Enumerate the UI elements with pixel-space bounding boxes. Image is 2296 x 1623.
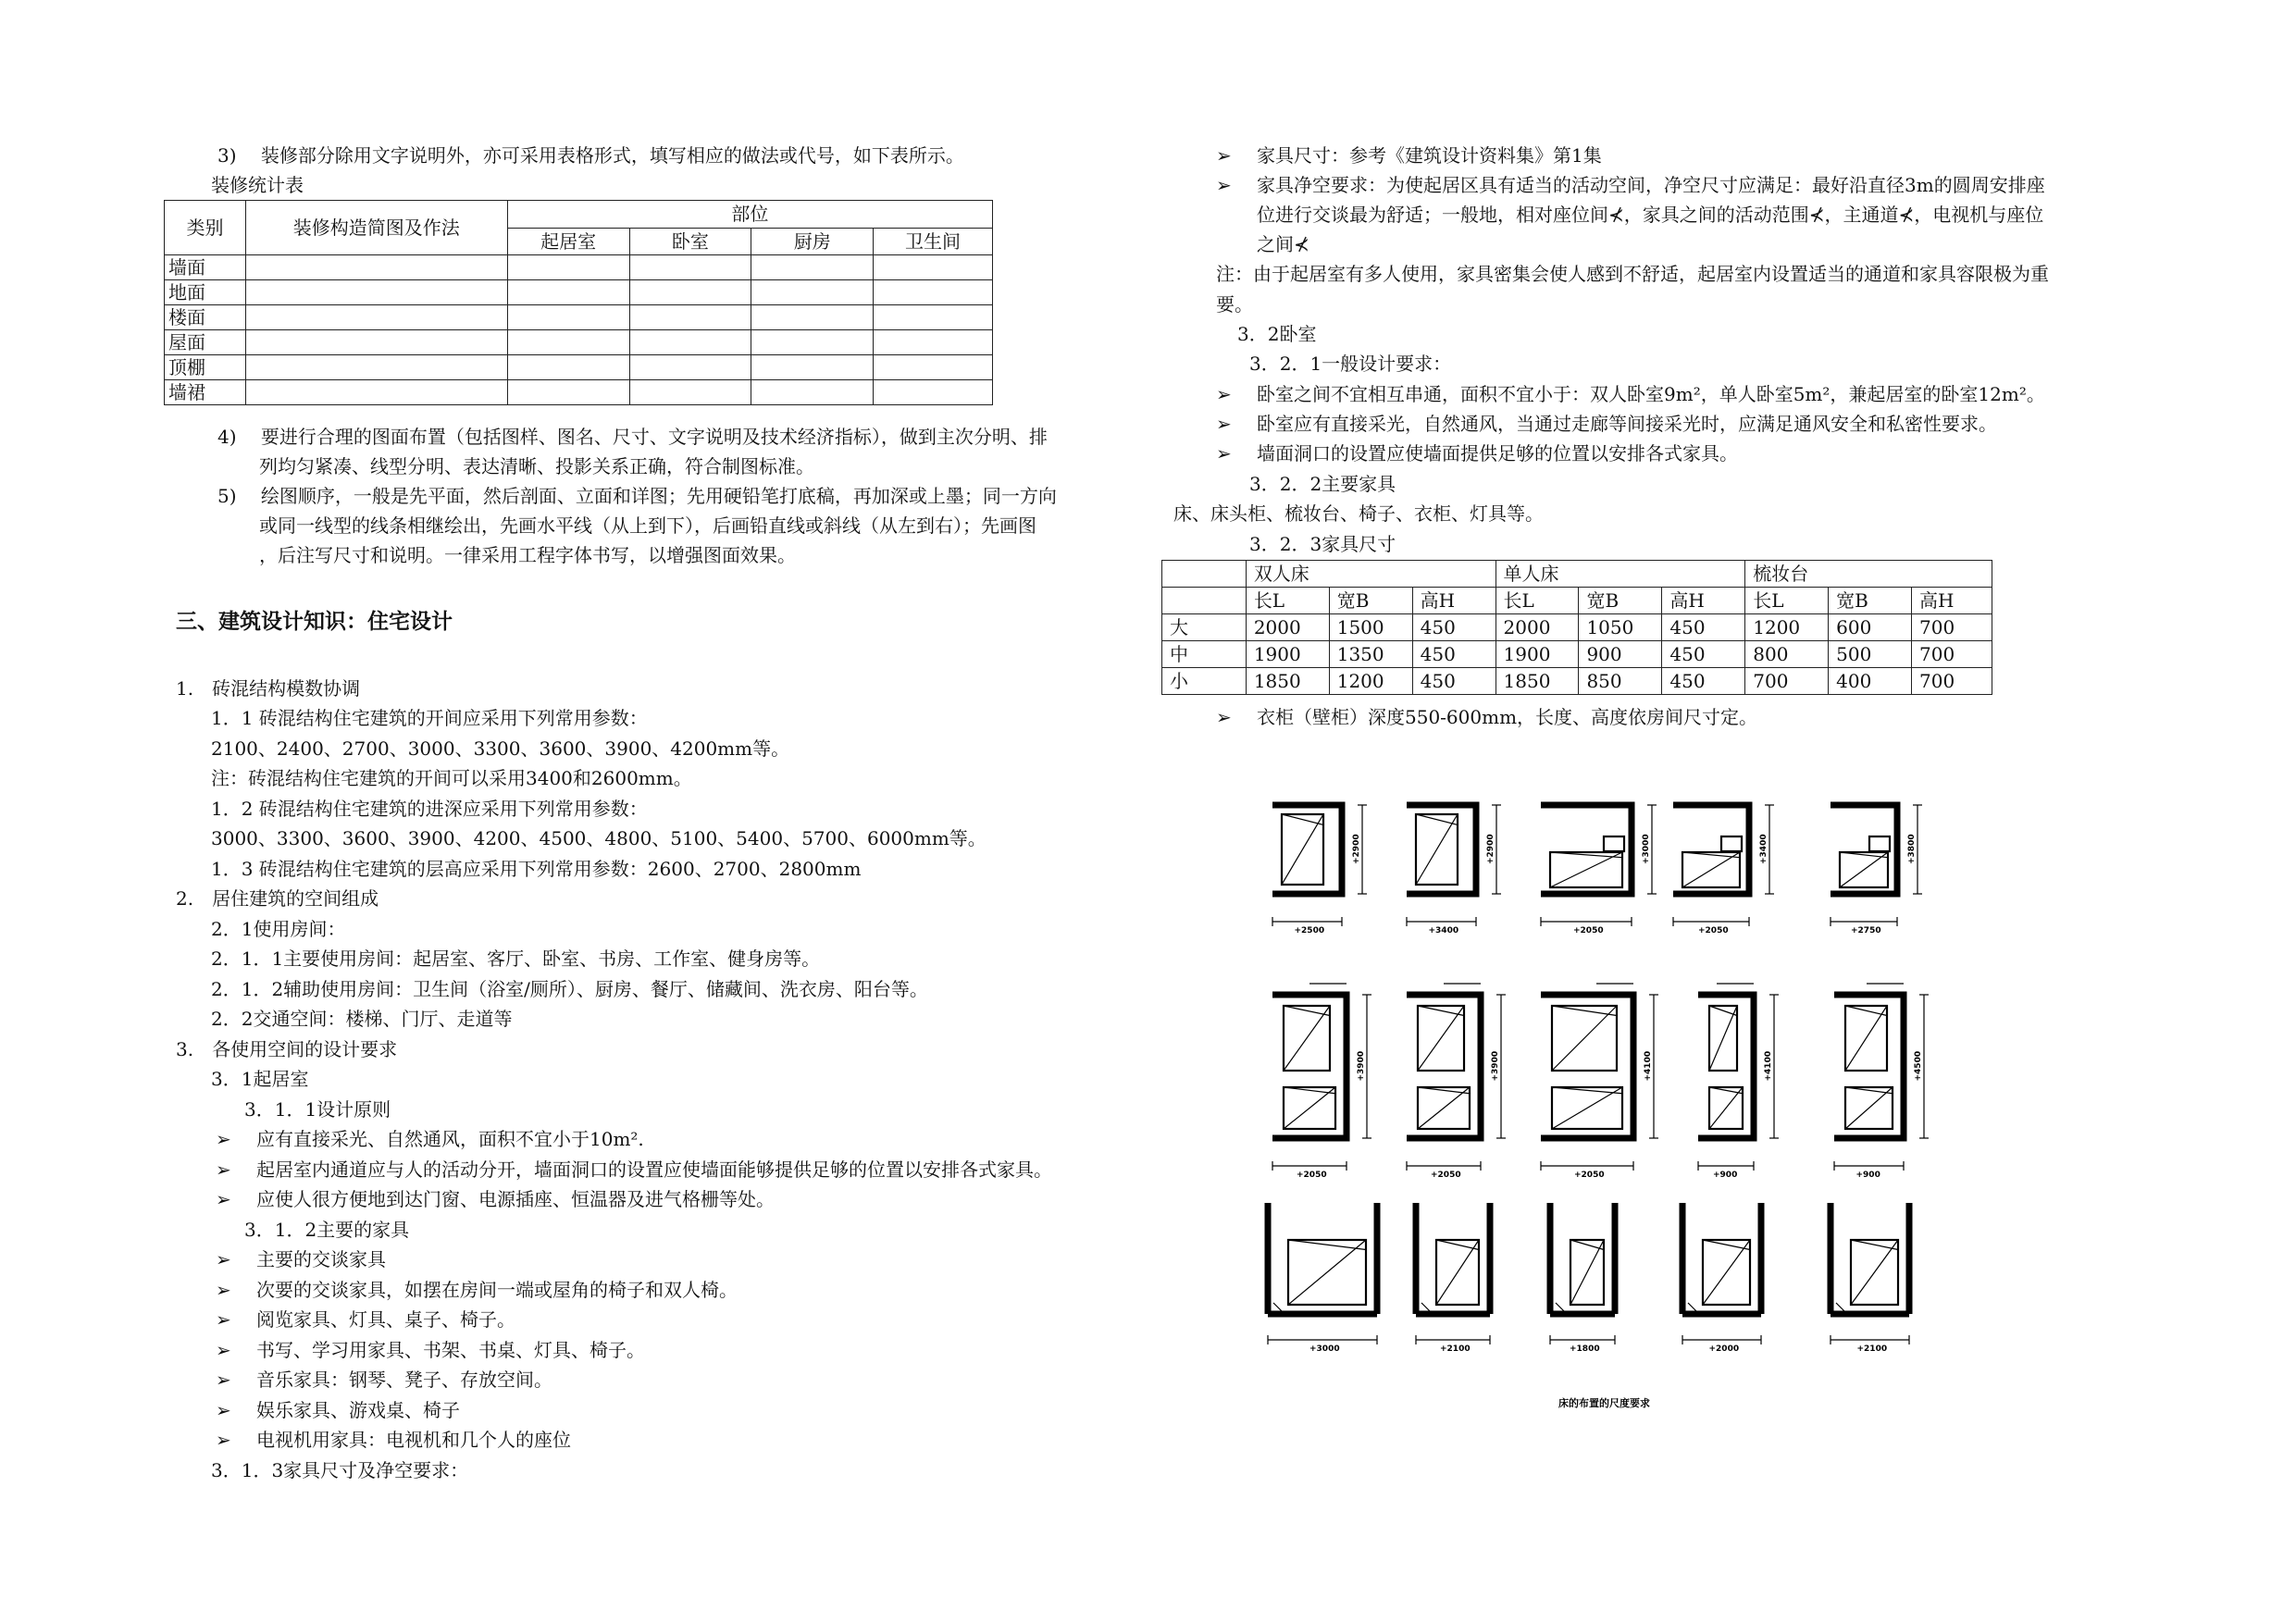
bullet-icon: ➢ [216,1369,231,1391]
row-label: 大 [1162,614,1247,641]
list-item: ➢ 电视机用家具：电视机和几个人的座位 [216,1429,571,1451]
table-cell: 450 [1412,641,1496,668]
table-row [1162,668,1992,695]
bed-diagonal [1418,1087,1470,1129]
table-cell: 700 [1912,614,1992,641]
row-label: 楼面 [165,305,246,330]
dimension-label: +3800 [1907,834,1917,864]
bullet-icon: ➢ [216,1339,231,1361]
list-item: 2．2交通空间：楼梯、门厅、走道等 [211,1008,513,1030]
table-cell: 1500 [1329,614,1412,641]
bullet-bedroom-area: ➢ 卧室之间不宜相互串通，面积不宜小于：双人卧室9m²，单人卧室5m²，兼起居室的卧室12m²。 [1216,383,2045,405]
bed-layout-figure [1240,759,1999,1425]
note-line2: 要。 [1216,293,1253,316]
row-label: 小 [1162,668,1247,695]
heading-furniture-size: 3．2．3家具尺寸 [1249,533,1396,555]
bed-diagonal [1418,1006,1464,1016]
list-item: 3．1．2主要的家具 [244,1219,410,1241]
row-label: 墙裙 [165,380,246,405]
dimension-label: +2000 [1708,1344,1740,1354]
table-title: 装修统计表 [211,174,304,196]
table-row [165,380,993,405]
list-item: ➢ 娱乐家具、游戏桌、椅子 [216,1399,460,1421]
table-cell: 1050 [1579,614,1662,641]
sub-header: 长L [1745,588,1829,614]
sub-header: 高H [1912,588,1992,614]
figure-caption: 床的布置的尺度要求 [1558,1397,1650,1409]
note-line1: 注：由于起居室有多人使用，家具密集会使人感到不舒适，起居室内设置适当的通道和家具容限极为重 [1216,263,2049,285]
table-row [165,305,993,330]
col-header-part: 部位 [507,201,992,229]
table-cell: 1900 [1496,641,1579,668]
col-header-room: 起居室 [507,228,629,255]
list-item: ➢ 音乐家具：钢琴、凳子、存放空间。 [216,1369,552,1391]
table-cell: 2000 [1496,614,1579,641]
bed-diagonal [1851,1240,1898,1305]
dimension-label: +3000 [1642,834,1651,864]
bullet-bedroom-wall: ➢ 墙面洞口的设置应使墙面提供足够的位置以安排各式家具。 [1216,442,1738,465]
table-row [1162,614,1992,641]
item-3: 3) 装修部分除用文字说明外，亦可采用表格形式，填写相应的做法或代号，如下表所示。 [217,144,964,167]
list-item: 1．3 砖混结构住宅建筑的层高应采用下列常用参数：2600、2700、2800mm [211,858,862,880]
table-row [1162,641,1992,668]
table-cell: 700 [1745,668,1829,695]
table-cell: 450 [1412,614,1496,641]
list-item: ➢ 起居室内通道应与人的活动分开，墙面洞口的设置应使墙面能够提供足够的位置以安排各式家具。 [216,1158,1052,1181]
bullet-clearance-line2: 位进行交谈最为舒适；一般地，相对座位间⊀，家具之间的活动范围⊀，主通道⊀，电视机与座位 [1257,204,2044,226]
heading-bedroom: 3．2卧室 [1237,323,1317,345]
bed-diagonal [1284,1087,1335,1129]
list-item: 3000、3300、3600、3900、4200、4500、4800、5100、5400、5700、6000mm等。 [211,827,987,849]
bed-diagonal [1845,1006,1887,1071]
col-header-room: 厨房 [751,228,874,255]
heading-main-furniture: 3．2．2主要家具 [1249,473,1396,495]
col-header-method: 装修构造简图及作法 [245,201,507,255]
bed-diagonal [1840,852,1888,887]
heading-general-req: 3．2．1一般设计要求： [1249,353,1452,375]
room-wall [1541,995,1633,1138]
bed-diagonal [1436,1240,1479,1305]
nightstand-icon [1869,836,1890,851]
dimension-label: +2050 [1573,926,1604,935]
dimension-label: +2900 [1486,834,1496,864]
list-item: 1. 砖混结构模数协调 [176,677,361,700]
bed-diagonal [1416,814,1458,885]
bed-diagonal [1851,1240,1898,1250]
bed-diagonal [1282,814,1323,885]
list-item: 注：砖混结构住宅建筑的开间可以采用3400和2600mm。 [211,767,692,789]
bullet-icon: ➢ [1216,706,1232,728]
list-item: ➢ 应使人很方便地到达门窗、电源插座、恒温器及进气格栅等处。 [216,1188,775,1210]
table-cell: 450 [1412,668,1496,695]
dimension-label: +3900 [1491,1050,1500,1082]
table-row [165,355,993,380]
sub-header: 宽B [1329,588,1412,614]
item-5-line2: 或同一线型的线条相继绘出，先画水平线（从上到下），后画铅直线或斜线（从左到右）；先画图 [259,514,1036,537]
row-label: 墙面 [165,255,246,280]
table-cell: 450 [1662,614,1745,641]
group-header: 梳妆台 [1745,561,1992,588]
bullet-icon: ➢ [1216,413,1232,435]
bed-diagonal [1552,1087,1622,1129]
dimension-label: +2050 [1431,1171,1461,1180]
bullet-icon: ➢ [216,1188,231,1210]
dimension-label: +2050 [1574,1171,1605,1180]
room-wall [1407,805,1476,894]
bed-diagonal [1845,1006,1887,1016]
table-cell: 2000 [1246,614,1329,641]
bed-diagonal [1709,1006,1737,1016]
bed-diagonal [1552,1006,1617,1016]
bullet-icon: ➢ [1216,174,1232,196]
col-header-room: 卧室 [629,228,751,255]
list-item: 3．1．3家具尺寸及净空要求： [211,1459,469,1481]
dimension-label: +2050 [1297,1171,1327,1180]
table-cell: 1200 [1329,668,1412,695]
nightstand-icon [1604,836,1624,851]
bullet-wardrobe: ➢ 衣柜（壁柜）深度550-600mm，长度、高度依房间尺寸定。 [1216,706,1758,728]
room-wall [1698,995,1754,1138]
dimension-label: +900 [1713,1171,1738,1180]
list-item: 3．1起居室 [211,1068,309,1090]
nightstand-icon [1721,836,1742,851]
list-item: ➢ 次要的交谈家具，如摆在房间一端或屋角的椅子和双人椅。 [216,1279,738,1301]
group-header: 单人床 [1496,561,1745,588]
list-item: ➢ 应有直接采光、自然通风，面积不宜小于10m². [216,1128,644,1150]
list-item: 2．1．1主要使用房间：起居室、客厅、卧室、书房、工作室、健身房等。 [211,948,821,970]
furniture-size-table [1161,560,1992,695]
bed-diagonal [1703,1240,1750,1250]
bed-diagonal [1682,852,1740,887]
table-row [165,330,993,355]
bullet-clearance: ➢ 家具净空要求：为使起居区具有适当的活动空间，净空尺寸应满足：最好沿直径3m的圆周安排座 [1216,174,2045,196]
sub-header: 长L [1496,588,1579,614]
bullet-icon: ➢ [1216,442,1232,465]
dimension-label: +3900 [1357,1050,1366,1082]
table-cell: 1350 [1329,641,1412,668]
bullet-furniture-size: ➢ 家具尺寸：参考《建筑设计资料集》第1集 [1216,144,1602,167]
table-cell: 450 [1662,641,1745,668]
section-heading: 三、建筑设计知识：住宅设计 [176,610,453,634]
item-4-line1: 4) 要进行合理的图面布置（包括图样、图名、尺寸、文字说明及技术经济指标），做到主次分明、排 [217,426,1048,448]
list-item: 3. 各使用空间的设计要求 [176,1038,398,1060]
table-cell: 700 [1912,641,1992,668]
dimension-label: +2750 [1851,926,1881,935]
list-item: 3．1．1设计原则 [244,1098,391,1121]
table-cell: 1900 [1246,641,1329,668]
bed-diagonal [1288,1240,1366,1250]
table-cell: 400 [1829,668,1912,695]
table-cell: 500 [1829,641,1912,668]
dimension-label: +2500 [1294,926,1325,935]
room-wall [1272,805,1342,894]
row-label: 顶棚 [165,355,246,380]
bullet-icon: ➢ [216,1429,231,1451]
bed-diagonal [1282,814,1323,824]
table-cell: 1850 [1246,668,1329,695]
row-label: 地面 [165,280,246,305]
bed-diagonal [1709,1006,1737,1071]
list-item: ➢ 书写、学习用家具、书架、书桌、灯具、椅子。 [216,1339,645,1361]
sub-header: 高H [1412,588,1496,614]
bed-diagonal [1284,1006,1330,1071]
item-5-line1: 5) 绘图顺序，一般是先平面，然后剖面、立面和详图；先用硬铅笔打底稿，再加深或上墨；同一方向 [217,485,1057,507]
dimension-label: +1800 [1570,1344,1600,1354]
bed-diagonal [1284,1006,1330,1016]
list-item: 1．1 砖混结构住宅建筑的开间应采用下列常用参数： [211,707,648,729]
bullet-bedroom-light: ➢ 卧室应有直接采光，自然通风，当通过走廊等间接采光时，应满足通风安全和私密性要求。 [1216,413,1997,435]
sub-header: 宽B [1579,588,1662,614]
dimension-label: +4500 [1914,1050,1923,1082]
bed-diagonal [1845,1087,1893,1129]
bed-diagonal [1552,1006,1617,1071]
dimension-label: +4100 [1644,1050,1653,1082]
table-cell: 800 [1745,641,1829,668]
list-item: 2．1使用房间： [211,918,346,940]
dimension-label: +2900 [1352,834,1361,864]
dimension-label: +2100 [1856,1344,1888,1354]
dimension-label: +2100 [1440,1344,1471,1354]
bed-diagonal [1703,1240,1750,1305]
bullet-icon: ➢ [216,1308,231,1331]
bullet-icon: ➢ [1216,144,1232,167]
bed-diagonal [1570,1240,1604,1250]
bed-diagonal [1709,1087,1743,1129]
list-item: 1．2 砖混结构住宅建筑的进深应采用下列常用参数： [211,798,648,820]
bullet-icon: ➢ [216,1399,231,1421]
bullet-icon: ➢ [216,1279,231,1301]
dimension-label: +900 [1855,1171,1880,1180]
col-header-type: 类别 [165,201,246,255]
sub-header: 长L [1246,588,1329,614]
dimension-label: +3400 [1428,926,1459,935]
list-item: ➢ 主要的交谈家具 [216,1248,386,1270]
list-item: 2．1．2辅助使用房间：卫生间（浴室/厕所）、厨房、餐厅、储藏间、洗衣房、阳台等。 [211,978,928,1000]
sub-header: 宽B [1829,588,1912,614]
bullet-icon: ➢ [216,1158,231,1181]
col-header-room: 卫生间 [874,228,993,255]
bullet-icon: ➢ [1216,383,1232,405]
bullet-icon: ➢ [216,1128,231,1150]
sub-header: 高H [1662,588,1745,614]
list-item: 2. 居住建筑的空间组成 [176,887,379,910]
table-row [165,255,993,280]
bed-diagonal [1416,814,1458,824]
table-cell: 850 [1579,668,1662,695]
group-header: 双人床 [1246,561,1496,588]
table-row [165,280,993,305]
row-label: 中 [1162,641,1247,668]
dimension-label: +4100 [1764,1050,1773,1082]
decoration-table [164,200,993,405]
dimension-label: +2050 [1698,926,1729,935]
bed-diagonal [1570,1240,1604,1305]
table-cell: 600 [1829,614,1912,641]
table-cell: 450 [1662,668,1745,695]
furniture-list: 床、床头柜、梳妆台、椅子、衣柜、灯具等。 [1173,502,1544,525]
bullet-clearance-line3: 之间⊀ [1257,233,1309,255]
bullet-icon: ➢ [216,1248,231,1270]
table-cell: 1850 [1496,668,1579,695]
table-cell: 700 [1912,668,1992,695]
dimension-label: +3400 [1759,834,1769,864]
bed-diagonal [1288,1240,1366,1305]
list-item: 2100、2400、2700、3000、3300、3600、3900、4200mm等。 [211,737,790,760]
room-wall [1541,805,1632,894]
table-cell: 900 [1579,641,1662,668]
dimension-label: +3000 [1309,1344,1340,1354]
bed-diagonal [1418,1006,1464,1071]
bed-diagonal [1550,852,1622,887]
room-wall [1673,805,1749,894]
bed-diagonal [1436,1240,1479,1250]
item-5-line3: ，后注写尺寸和说明。一律采用工程字体书写，以增强图面效果。 [259,544,796,566]
row-label: 屋面 [165,330,246,355]
item-4-line2: 列均匀紧凑、线型分明、表达清晰、投影关系正确，符合制图标准。 [259,455,814,477]
table-cell: 1200 [1745,614,1829,641]
list-item: ➢ 阅览家具、灯具、桌子、椅子。 [216,1308,515,1331]
